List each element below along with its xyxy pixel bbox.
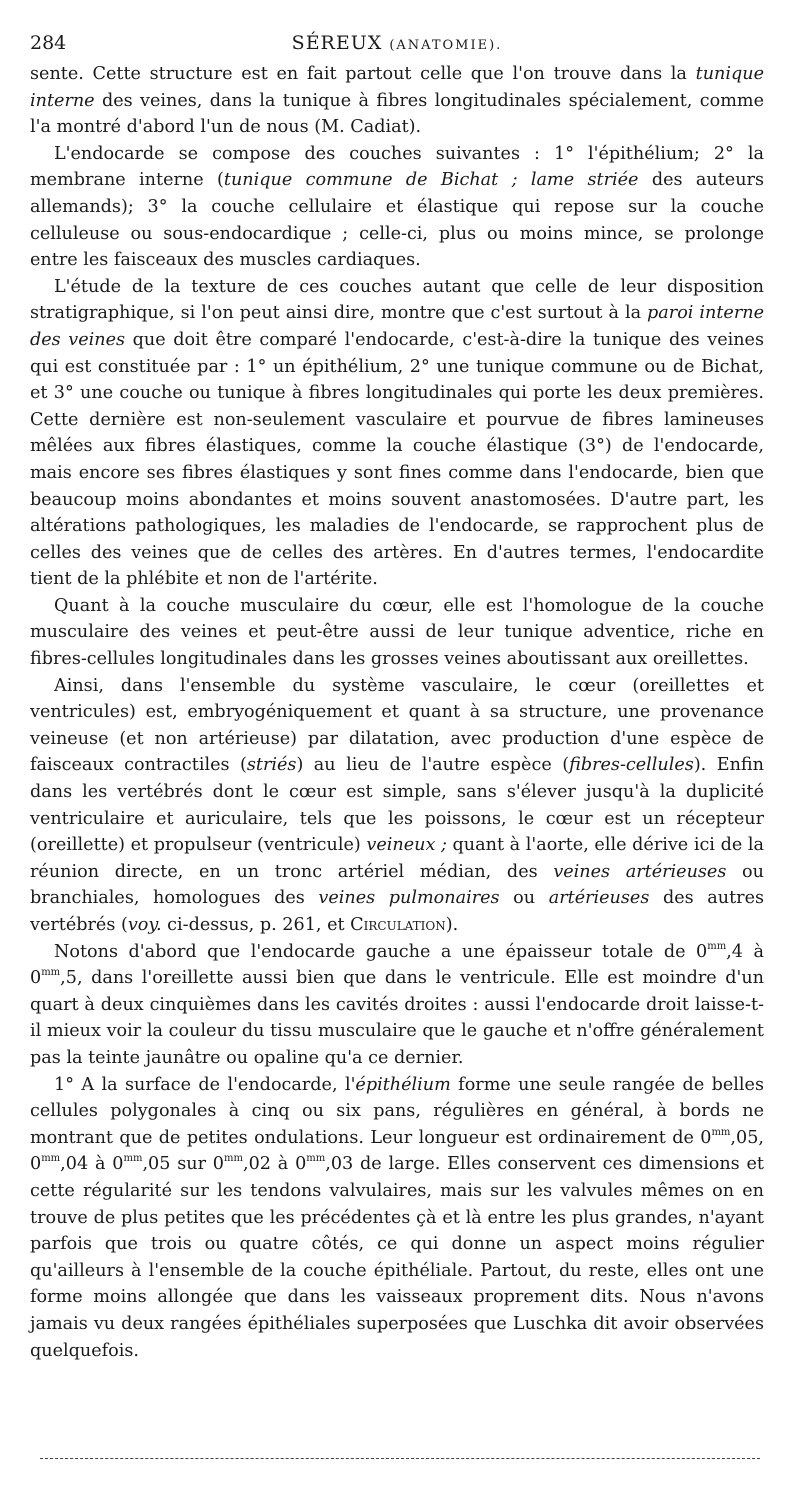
paragraph: Quant à la couche musculaire du cœur, elle est l'homologue de la couche musculaire des veines et peut-être aussi de leur tunique adventice, riche en fibres-cellules longitudinales dans les grosses veines aboutissant aux oreillettes. — [30, 595, 764, 670]
page-number: 284 — [30, 32, 67, 54]
document-page — [30, 28, 764, 1364]
running-title-sub: (ANATOMIE). — [389, 38, 503, 53]
paragraph: Notons d'abord que l'endocarde gauche a une épaisseur totale de $0^{mm},4$ à $0^{mm},5$, dans l'oreillette aussi bien que dans le ventricule. Elle est moindre d'un quart à deux cinquièmes dans les cavités droites : aussi l'endocarde droit laisse-t-il mieux voir la couleur du tissu musculaire que le gauche et n'offre généralement pas la teinte jaunâtre ou opaline qu'a ce dernier. — [30, 940, 765, 1068]
running-title-main: SÉREUX — [291, 32, 383, 54]
paragraph: 1° A la surface de l'endocarde, l'épithélium forme une seule rangée de belles cellules polygonales à cinq ou six pans, régulières en général, à bords ne montrant que de petites ondulations. Leur longueur est ordinairement de $0^{mm},05$, $0^{mm},04$ à $0^{mm},05$ sur $0^{mm},02$ à $0^{mm},03$ de large. Elles conservent ces dimensions et cette régularité sur les tendons valvulaires, mais sur les valvules mêmes on en trouve de plus petites que les précédentes çà et là entre les plus grandes, n'ayant parfois que trois ou quatre côtés, ce qui donne un aspect moins régulier qu'ailleurs à l'ensemble de la couche épithéliale. Partout, du reste, elles ont une forme moins allongée que dans les vaisseaux proprement dits. Nous n'avons jamais vu deux rangées épithéliales superposées que Luschka dit avoir observées quelquefois. — [30, 1074, 764, 1361]
running-title — [30, 28, 764, 61]
paragraph: L'endocarde se compose des couches suivantes : 1° l'épithélium; 2° la membrane interne (tunique commune de Bichat ; lame striée des auteurs allemands); 3° la couche cellulaire et élastique qui repose sur la couche celluleuse ou sous-endocardique ; celle-ci, plus ou moins mince, se prolonge entre les faisceaux des muscles cardiaques. — [30, 143, 764, 271]
paragraph: L'étude de la texture de ces couches autant que celle de leur disposition stratigraphique, si l'on peut ainsi dire, montre que c'est surtout à la paroi interne des veines que doit être comparé l'endocarde, c'est-à-dire la tunique des veines qui est constituée par : 1° un épithélium, 2° une tunique commune ou de Bichat, et 3° une couche ou tunique à fibres longitudinales qui porte les deux premières. Cette dernière est non-seulement vasculaire et pourvue de fibres lamineuses mêlées aux fibres élastiques, comme la couche élastique (3°) de l'endocarde, mais encore ses fibres élastiques y sont fines comme dans l'endocarde, bien que beaucoup moins abondantes et moins souvent anastomosées. D'autre part, les altérations pathologiques, les maladies de l'endocarde, se rapprochent plus de celles des veines que de celles des artères. En d'autres termes, l'endocardite tient de la phlébite et non de l'artérite. — [30, 276, 765, 590]
paragraph: sente. Cette structure est en fait partout celle que l'on trouve dans la tunique interne des veines, dans la tunique à fibres longitudinales spécialement, comme l'a montré d'abord l'un de nous (M. Cadiat). — [30, 64, 764, 138]
footer-rule — [40, 1458, 760, 1459]
paragraph: Ainsi, dans l'ensemble du système vasculaire, le cœur (oreillettes et ventricules) est, embryogéniquement et quant à sa structure, une provenance veineuse (et non artérieuse) par dilatation, avec production d'une espèce de faisceaux contractiles (striés) au lieu de l'autre espèce (fibres-cellules). Enfin dans les vertébrés dont le cœur est simple, sans s'élever jusqu'à la duplicité ventriculaire et auriculaire, tels que les poissons, le cœur est un récepteur (oreillette) et propulseur (ventricule) veineux ; quant à l'aorte, elle dérive ici de la réunion directe, en un tronc artériel médian, des veines artérieuses ou branchiales, homologues des veines pulmonaires ou artérieuses des autres vertébrés (voy. ci-dessus, p. 261, et Circulation). — [30, 675, 765, 935]
running-header — [30, 28, 764, 58]
body-text — [30, 61, 764, 1364]
